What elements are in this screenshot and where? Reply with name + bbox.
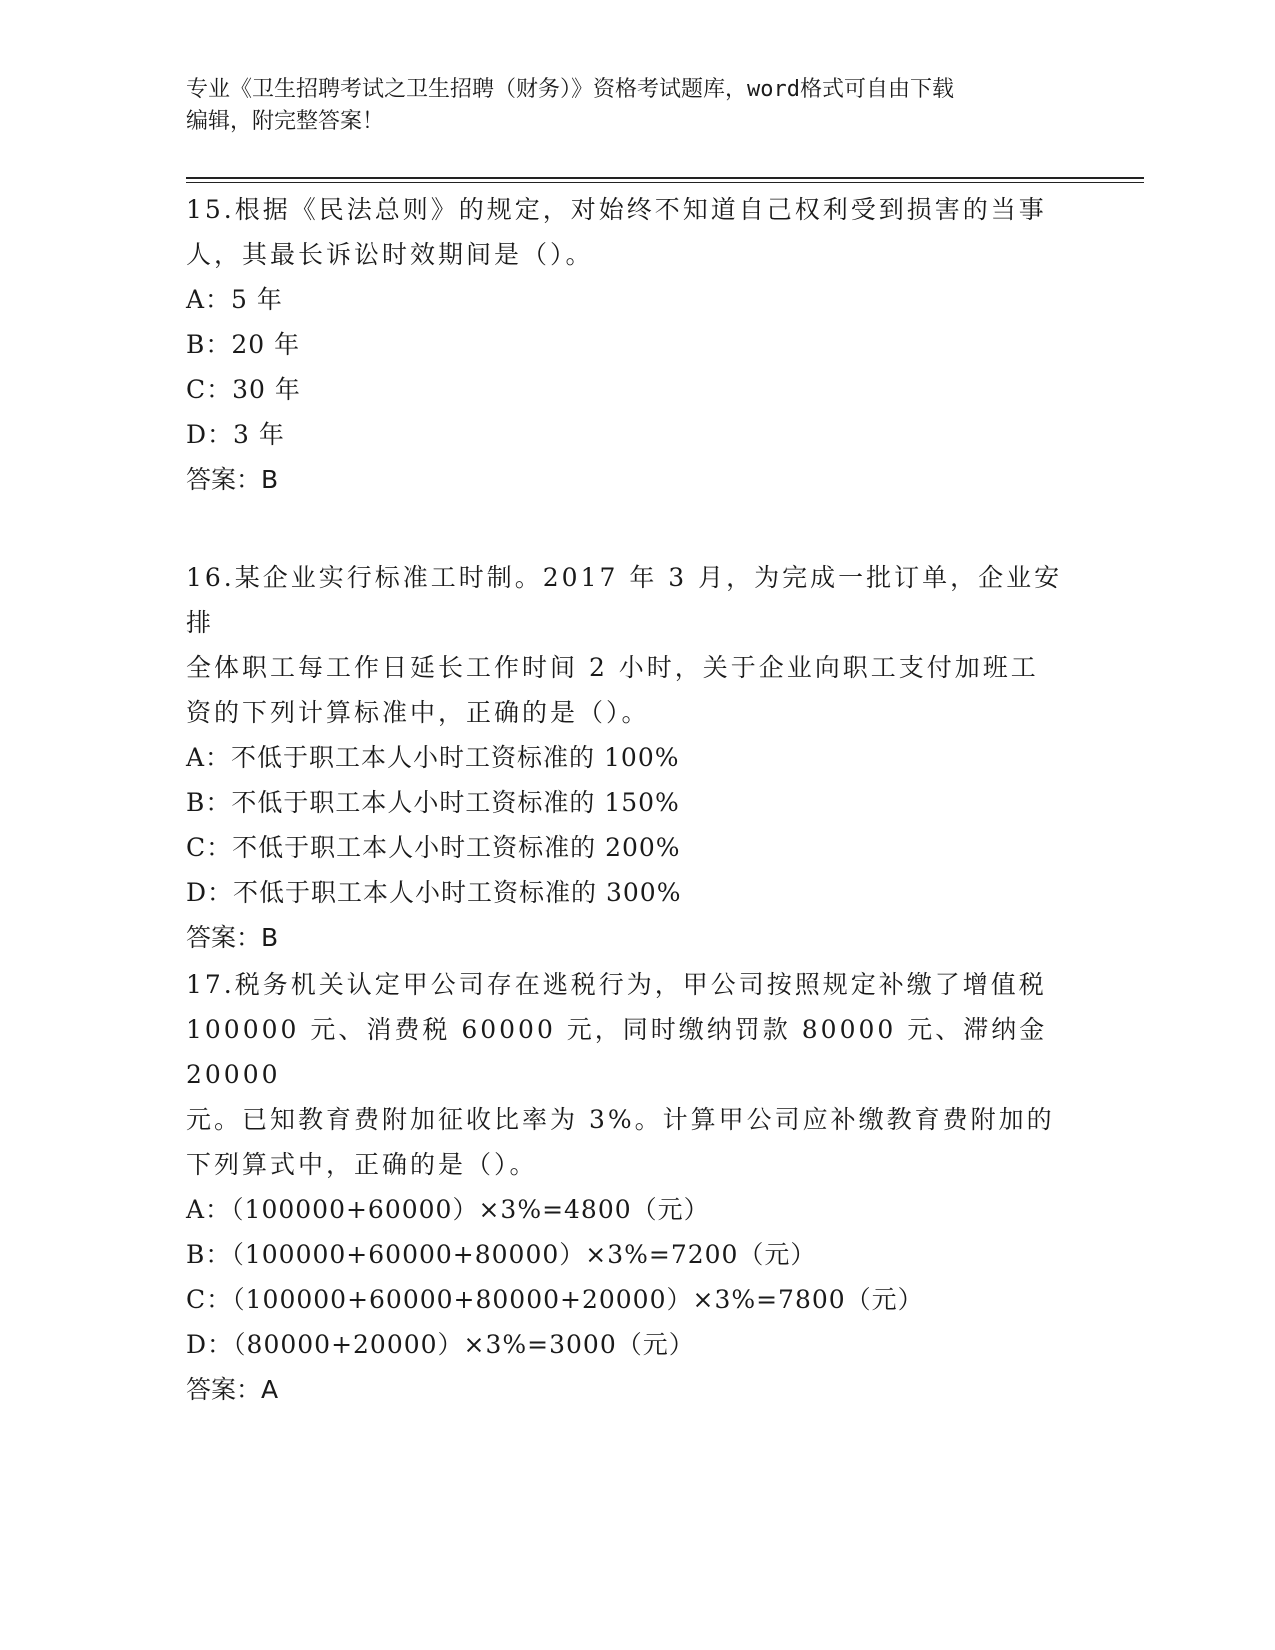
question-16 bbox=[186, 555, 1086, 960]
question-stem-line: 16.某企业实行标准工时制。2017 年 3 月，为完成一批订单，企业安排 bbox=[186, 563, 1063, 637]
question-stem-line: 元。已知教育费附加征收比率为 3%。计算甲公司应补缴教育费附加的 bbox=[186, 1105, 1055, 1134]
header-divider-thin bbox=[186, 182, 1144, 183]
option-d: D：3 年 bbox=[186, 420, 285, 449]
question-17 bbox=[186, 962, 1086, 1412]
option-c: C：30 年 bbox=[186, 375, 301, 404]
option-b: B：20 年 bbox=[186, 330, 301, 359]
question-stem-line: 人，其最长诉讼时效期间是（）。 bbox=[186, 240, 594, 269]
question-stem-line: 17.税务机关认定甲公司存在逃税行为，甲公司按照规定补缴了增值税 bbox=[186, 970, 1047, 999]
option-c: C：不低于职工本人小时工资标准的 200% bbox=[186, 833, 681, 862]
option-d: D：（80000+20000）×3%=3000（元） bbox=[186, 1330, 695, 1359]
option-b: B：不低于职工本人小时工资标准的 150% bbox=[186, 788, 680, 817]
header-line-1: 专业《卫生招聘考试之卫生招聘（财务）》资格考试题库，word格式可自由下载 bbox=[186, 77, 954, 102]
question-stem-line: 下列算式中，正确的是（）。 bbox=[186, 1150, 538, 1179]
answer: 答案：B bbox=[186, 923, 279, 952]
answer: 答案：A bbox=[186, 1375, 279, 1404]
option-c: C：（100000+60000+80000+20000）×3%=7800（元） bbox=[186, 1285, 924, 1314]
question-stem-line: 资的下列计算标准中，正确的是（）。 bbox=[186, 698, 650, 727]
document-header bbox=[186, 74, 1066, 138]
question-stem-line: 15.根据《民法总则》的规定，对始终不知道自己权利受到损害的当事 bbox=[186, 195, 1047, 224]
question-stem-line: 全体职工每工作日延长工作时间 2 小时，关于企业向职工支付加班工 bbox=[186, 653, 1039, 682]
question-stem-line: 100000 元、消费税 60000 元，同时缴纳罚款 80000 元、滞纳金 20000 bbox=[186, 1015, 1048, 1089]
option-b: B：（100000+60000+80000）×3%=7200（元） bbox=[186, 1240, 817, 1269]
option-a: A：5 年 bbox=[186, 285, 283, 314]
option-a: A：不低于职工本人小时工资标准的 100% bbox=[186, 743, 680, 772]
question-15 bbox=[186, 187, 1086, 502]
header-line-2: 编辑，附完整答案！ bbox=[186, 109, 385, 134]
answer: 答案：B bbox=[186, 465, 279, 494]
option-a: A：（100000+60000）×3%=4800（元） bbox=[186, 1195, 710, 1224]
option-d: D：不低于职工本人小时工资标准的 300% bbox=[186, 878, 682, 907]
header-divider bbox=[186, 177, 1144, 179]
